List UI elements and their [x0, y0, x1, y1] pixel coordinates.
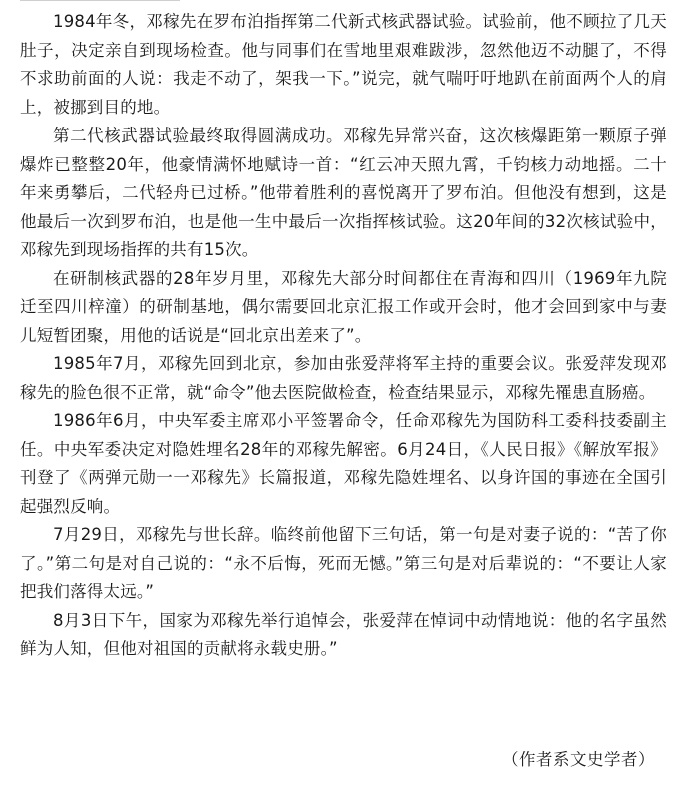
paragraph-7: 8月3日下午，国家为邓稼先举行追悼会，张爱萍在悼词中动情地说：他的名字虽然鲜为人知，但他对祖国的贡献将永载史册。” — [20, 610, 667, 658]
article-body — [20, 8, 667, 664]
paragraph-1: 1984年冬，邓稼先在罗布泊指挥第二代新式核武器试验。试验前，他不顾拉了几天肚子，决定亲自到现场检查。他与同事们在雪地里艰难跋涉，忽然他迈不动腿了，不得不求助前面的人说：我走不动了，架我一下。”说完，就气喘吁吁地趴在前面两个人的肩上，被挪到目的地。 — [20, 12, 667, 117]
author-note: （作者系文史学者） — [502, 750, 655, 769]
top-divider — [20, 0, 180, 1]
paragraph-2: 第二代核武器试验最终取得圆满成功。邓稼先异常兴奋，这次核爆距第一颗原子弹爆炸已整整20年，他豪情满怀地赋诗一首：“红云冲天照九霄，千钧核力动地摇。二十年来勇攀后，二代轻舟已过桥。”他带着胜利的喜悦离开了罗布泊。但他没有想到，这是他最后一次到罗布泊，也是他一生中最后一次指挥核试验。这20年间的32次核试验中，邓稼先到现场指挥的共有15次。 — [20, 126, 667, 259]
paragraph-4: 1985年7月，邓稼先回到北京，参加由张爱萍将军主持的重要会议。张爱萍发现邓稼先的脸色很不正常，就“命令”他去医院做检查，检查结果显示，邓稼先罹患直肠癌。 — [20, 354, 667, 402]
paragraph-6: 7月29日，邓稼先与世长辞。临终前他留下三句话，第一句是对妻子说的：“苦了你了。”第二句是对自己说的：“永不后悔，死而无憾。”第三句是对后辈说的：“不要让人家把我们落得太远。” — [20, 525, 667, 601]
paragraph-5: 1986年6月，中央军委主席邓小平签署命令，任命邓稼先为国防科工委科技委副主任。中央军委决定对隐姓埋名28年的邓稼先解密。6月24日，《人民日报》《解放军报》刊登了《两弹元勋一一邓稼先》长篇报道，邓稼先隐姓埋名、以身许国的事迹在全国引起强烈反响。 — [20, 411, 667, 516]
paragraph-3: 在研制核武器的28年岁月里，邓稼先大部分时间都住在青海和四川（1969年九院迁至四川梓潼）的研制基地，偶尔需要回北京汇报工作或开会时，他才会回到家中与妻儿短暂团聚，用他的话说是“回北京出差来了”。 — [20, 268, 667, 345]
